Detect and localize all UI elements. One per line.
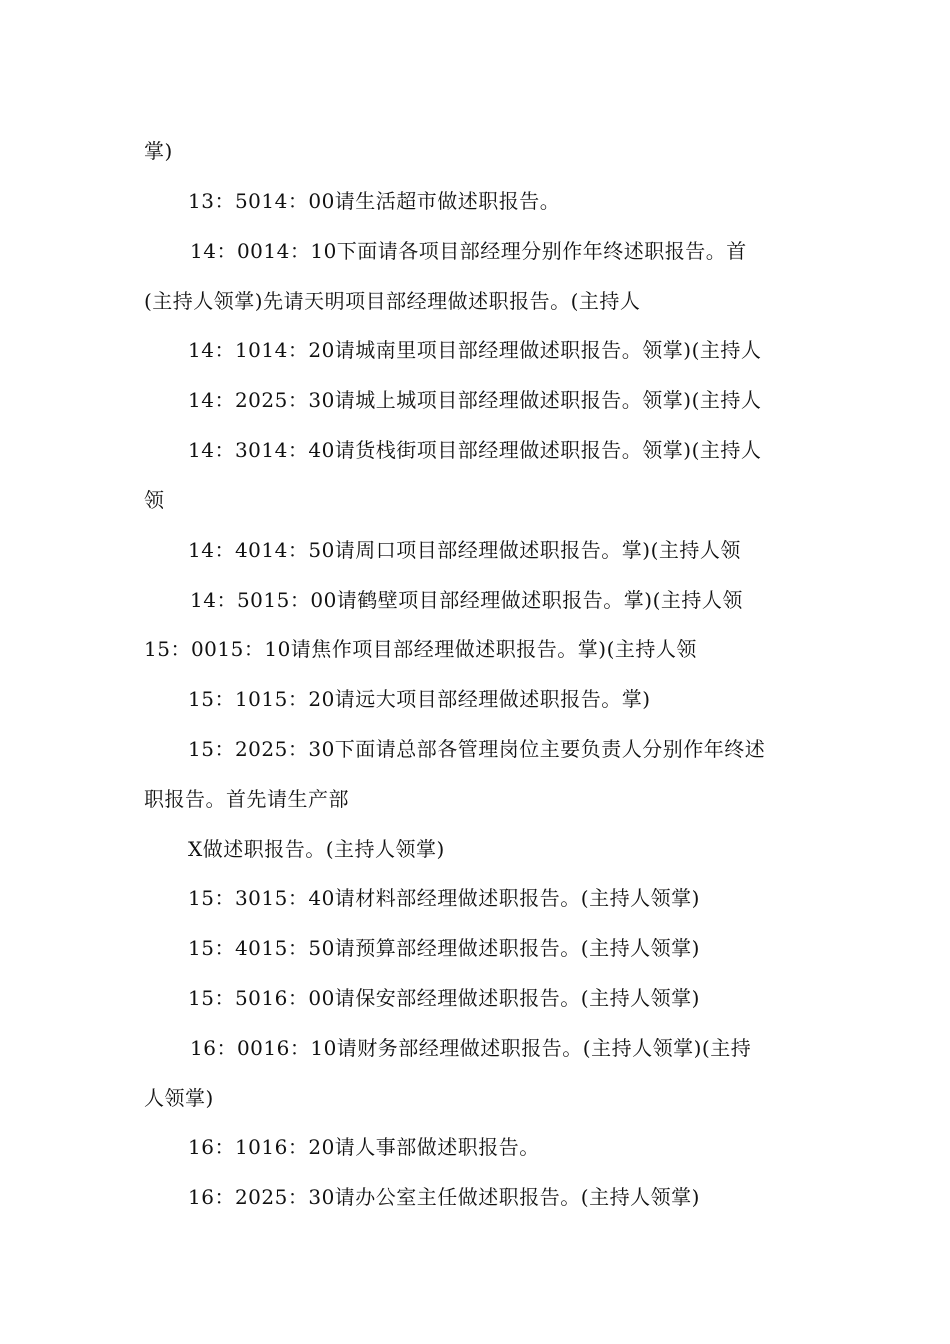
text-line: 职报告。首先请生产部 bbox=[144, 787, 349, 811]
text-line: 14：0014：10下面请各项目部经理分别作年终述职报告。首 bbox=[190, 239, 747, 263]
text-line: 16：0016：10请财务部经理做述职报告。(主持人领掌)(主持 bbox=[190, 1036, 752, 1060]
text-line: 15：2025：30下面请总部各管理岗位主要负责人分别作年终述 bbox=[188, 737, 766, 761]
text-line: 14：1014：20请城南里项目部经理做述职报告。领掌)(主持人 bbox=[188, 338, 762, 362]
text-line: X做述职报告。(主持人领掌) bbox=[188, 837, 445, 861]
text-line: 15：3015：40请材料部经理做述职报告。(主持人领掌) bbox=[188, 886, 700, 910]
text-line: (主持人领掌)先请天明项目部经理做述职报告。(主持人 bbox=[144, 289, 641, 313]
text-line: 13：5014：00请生活超市做述职报告。 bbox=[188, 189, 561, 213]
text-line: 领 bbox=[144, 488, 165, 512]
text-line: 14：3014：40请货栈街项目部经理做述职报告。领掌)(主持人 bbox=[188, 438, 762, 462]
text-line: 15：5016：00请保安部经理做述职报告。(主持人领掌) bbox=[188, 986, 700, 1010]
text-line: 15：0015：10请焦作项目部经理做述职报告。掌)(主持人领 bbox=[144, 637, 697, 661]
text-line: 16：2025：30请办公室主任做述职报告。(主持人领掌) bbox=[188, 1185, 700, 1209]
text-line: 14：4014：50请周口项目部经理做述职报告。掌)(主持人领 bbox=[188, 538, 741, 562]
text-line: 人领掌) bbox=[144, 1086, 214, 1110]
text-line: 掌) bbox=[144, 139, 173, 163]
text-line: 14：2025：30请城上城项目部经理做述职报告。领掌)(主持人 bbox=[188, 388, 762, 412]
text-line: 15：4015：50请预算部经理做述职报告。(主持人领掌) bbox=[188, 936, 700, 960]
text-line: 14：5015：00请鹤壁项目部经理做述职报告。掌)(主持人领 bbox=[190, 588, 743, 612]
text-line: 16：1016：20请人事部做述职报告。 bbox=[188, 1135, 540, 1159]
text-line: 15：1015：20请远大项目部经理做述职报告。掌) bbox=[188, 687, 651, 711]
